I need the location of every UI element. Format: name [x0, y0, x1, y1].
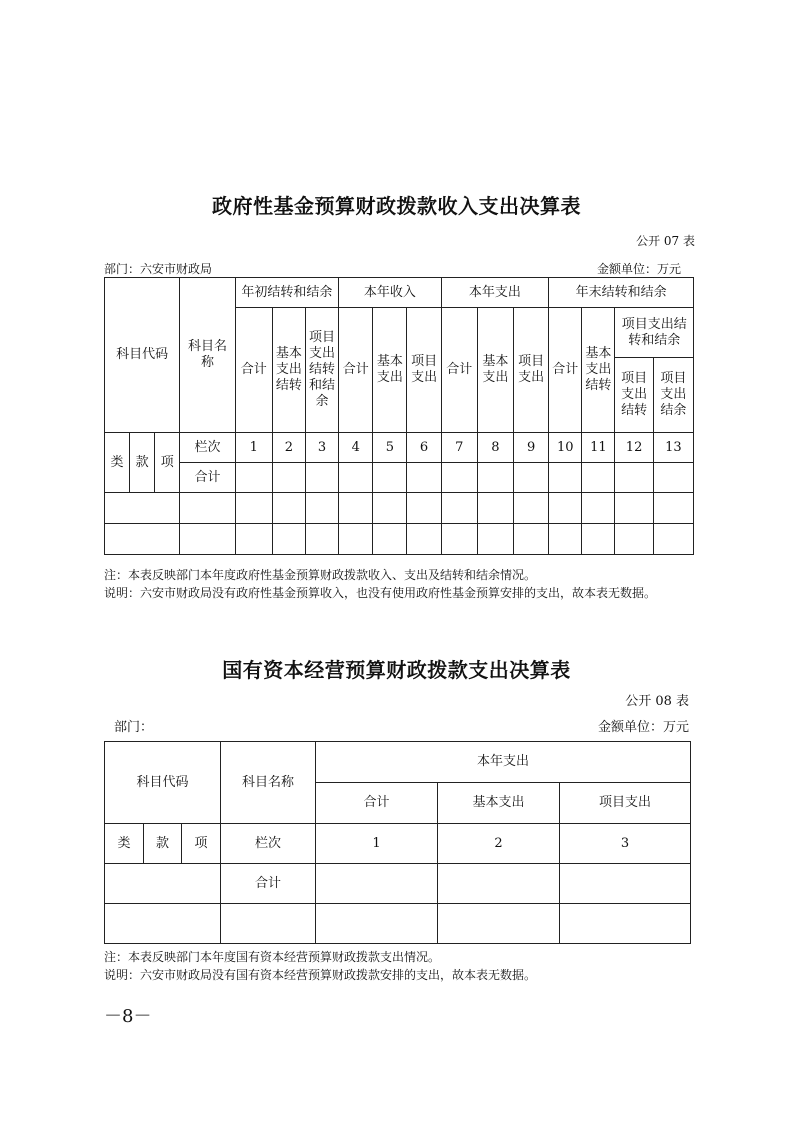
column-number: 2	[272, 433, 305, 463]
column-number: 4	[339, 433, 373, 463]
t2-project-header: 项目支出	[560, 783, 691, 824]
column-number: 3	[560, 824, 691, 864]
t2-lei-header: 类	[105, 824, 144, 864]
table2-title: 国有资本经营预算财政拨款支出决算表	[222, 658, 571, 682]
column-number: 8	[477, 433, 513, 463]
column-number: 11	[582, 433, 615, 463]
lei-header: 类	[105, 433, 130, 493]
opening-project-header: 项目 支出 结转 和结 余	[305, 308, 338, 433]
table2	[104, 741, 691, 944]
column-number: 6	[407, 433, 441, 463]
t2-xiang-header: 项	[182, 824, 221, 864]
column-number: 13	[653, 433, 693, 463]
column-number: 5	[373, 433, 407, 463]
t2-total-header: 合计	[316, 783, 438, 824]
closing-project-header: 项目支出结 转和结余	[615, 308, 694, 358]
subject-code-header: 科目代码	[105, 278, 180, 433]
expense-basic-header: 基本 支出	[477, 308, 513, 433]
closing-basic-header: 基本 支出 结转	[582, 308, 615, 433]
table-row	[105, 904, 691, 944]
column-number: 12	[615, 433, 653, 463]
table2-code: 公开 08 表	[625, 694, 689, 709]
closing-total-header: 合计	[549, 308, 582, 433]
table1-department: 部门：六安市财政局	[104, 262, 213, 276]
income-total-header: 合计	[339, 308, 373, 433]
table1-code: 公开 07 表	[636, 234, 695, 248]
column-number: 1	[235, 433, 272, 463]
expense-total-header: 合计	[441, 308, 477, 433]
income-project-header: 项目 支出	[407, 308, 441, 433]
table2-unit: 金额单位：万元	[597, 720, 689, 735]
column-number: 9	[514, 433, 549, 463]
table1-unit: 金额单位：万元	[596, 262, 681, 276]
table1-note: 注：本表反映部门本年度政府性基金预算财政拨款收入、支出及结转和结余情况。	[104, 568, 537, 582]
table-row	[105, 524, 694, 555]
t2-basic-header: 基本支出	[438, 783, 560, 824]
page-number: －8－	[104, 1006, 152, 1027]
subject-name-header: 科目名 称	[180, 278, 235, 433]
t2-kuan-header: 款	[144, 824, 182, 864]
closing-project-carry-header: 项目 支出 结转	[615, 358, 653, 433]
table1-explanation: 说明：六安市财政局没有政府性基金预算收入，也没有使用政府性基金预算安排的支出，故本表无数据。	[104, 586, 657, 600]
current-expense-header: 本年支出	[441, 278, 549, 308]
closing-project-balance-header: 项目 支出 结余	[653, 358, 693, 433]
table1	[104, 277, 694, 555]
expense-project-header: 项目 支出	[514, 308, 549, 433]
table2-department: 部门：	[114, 720, 154, 735]
t2-row-total-label: 合计	[221, 864, 316, 904]
opening-basic-header: 基本 支出 结转	[272, 308, 305, 433]
row-total-label: 合计	[180, 463, 235, 493]
opening-balance-header: 年初结转和结余	[235, 278, 339, 308]
income-basic-header: 基本 支出	[373, 308, 407, 433]
xiang-header: 项	[155, 433, 180, 493]
column-number: 3	[305, 433, 338, 463]
kuan-header: 款	[130, 433, 155, 493]
column-no-label: 栏次	[180, 433, 235, 463]
column-number: 10	[549, 433, 582, 463]
column-number: 1	[316, 824, 438, 864]
opening-total-header: 合计	[235, 308, 272, 433]
t2-subject-code-header: 科目代码	[105, 742, 221, 824]
table-row	[105, 463, 694, 493]
table2-explanation: 说明：六安市财政局没有国有资本经营预算财政拨款安排的支出，故本表无数据。	[104, 968, 537, 982]
table2-note: 注：本表反映部门本年度国有资本经营预算财政拨款支出情况。	[104, 950, 441, 964]
column-number: 7	[441, 433, 477, 463]
current-income-header: 本年收入	[339, 278, 442, 308]
table-row	[105, 864, 691, 904]
t2-current-expense-header: 本年支出	[316, 742, 691, 783]
t2-column-no-label: 栏次	[221, 824, 316, 864]
table1-title: 政府性基金预算财政拨款收入支出决算表	[212, 194, 581, 218]
closing-balance-header: 年末结转和结余	[549, 278, 694, 308]
table-row	[105, 493, 694, 524]
t2-subject-name-header: 科目名称	[221, 742, 316, 824]
column-number: 2	[438, 824, 560, 864]
